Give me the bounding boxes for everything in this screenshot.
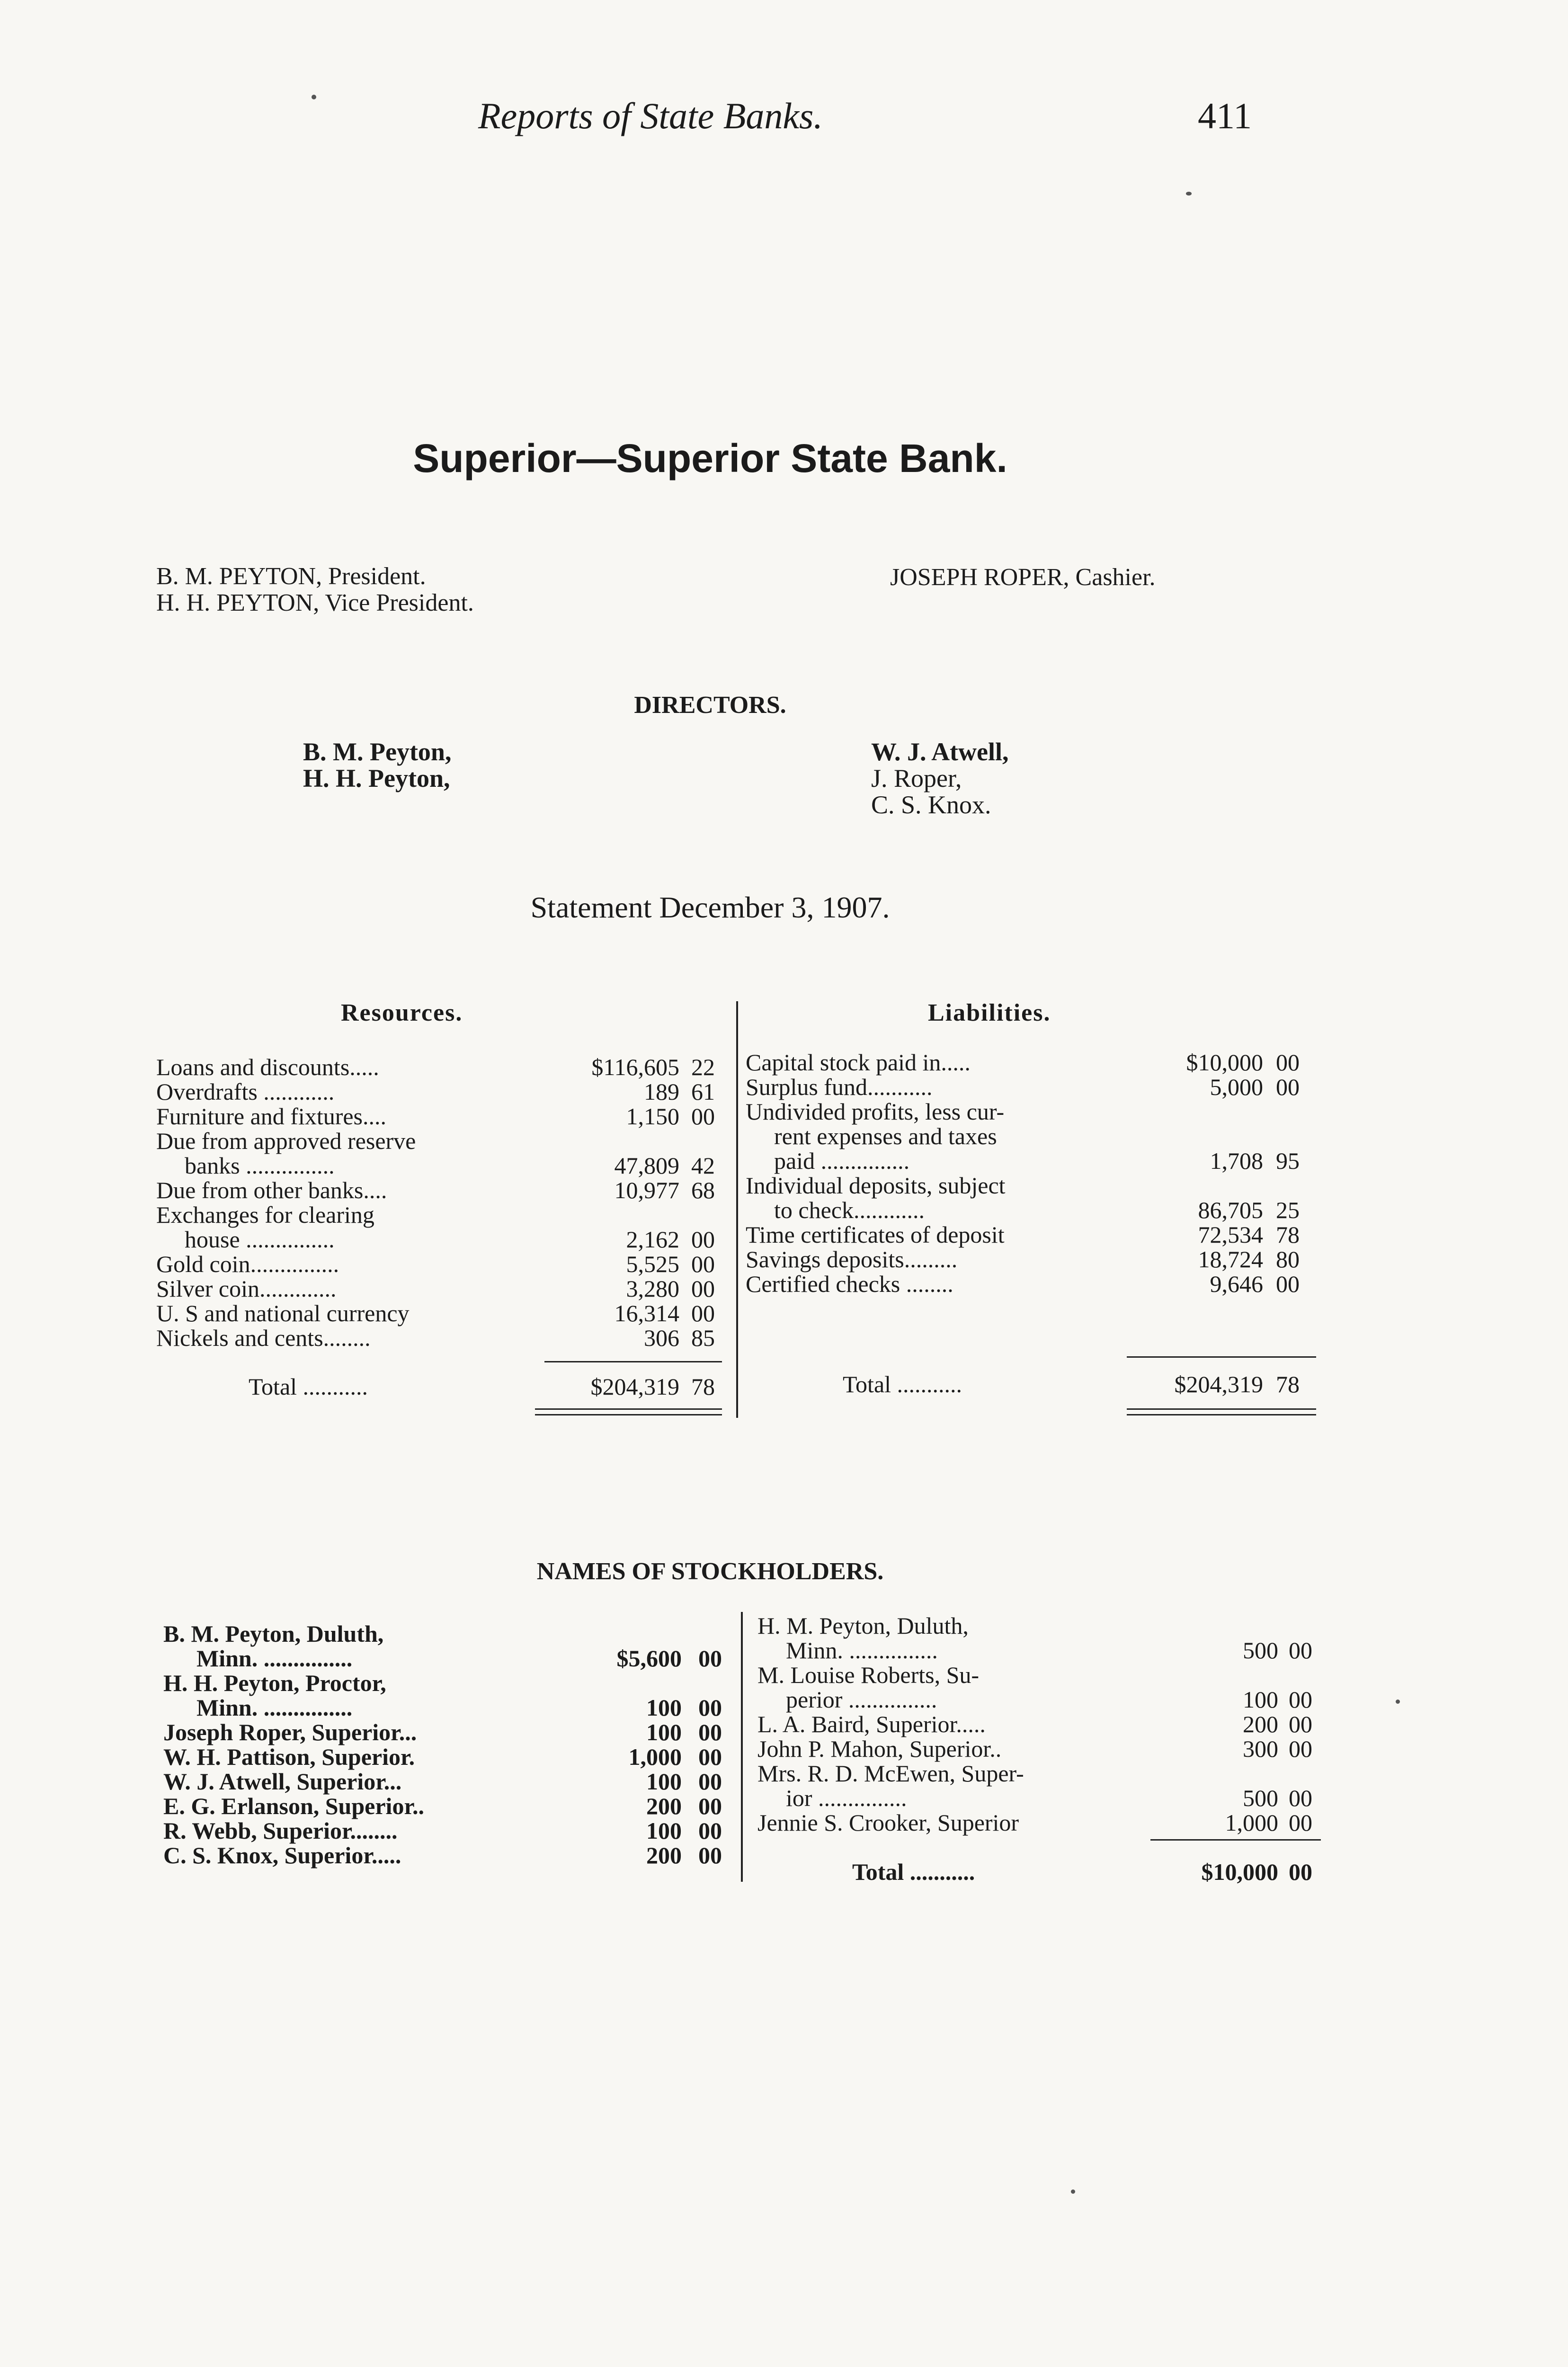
resource-label: Gold coin............... xyxy=(156,1251,339,1277)
stockholder-amount: 300 xyxy=(1243,1735,1278,1762)
resource-amount: 47,809 xyxy=(614,1152,679,1179)
resources-total-label: Total ........... xyxy=(249,1373,368,1400)
resource-cents: 00 xyxy=(691,1300,715,1326)
resource-cents: 85 xyxy=(691,1325,715,1351)
liability-label: Individual deposits, subject xyxy=(746,1172,1006,1199)
liabilities-total-label: Total ........... xyxy=(843,1371,962,1397)
liability-label: Savings deposits......... xyxy=(746,1246,958,1272)
bank-title: Superior—Superior State Bank. xyxy=(413,436,1007,481)
liability-cents: 00 xyxy=(1276,1271,1300,1297)
officers-left xyxy=(156,563,474,616)
director-name: B. M. Peyton, xyxy=(303,738,452,766)
director-name: W. J. Atwell, xyxy=(871,738,1009,766)
officer-president: B. M. PEYTON, President. xyxy=(156,563,426,590)
scan-speck xyxy=(1186,192,1192,196)
liability-cents: 25 xyxy=(1276,1197,1300,1223)
stockholder-amount: 200 xyxy=(646,1842,682,1869)
resource-label: Loans and discounts..... xyxy=(156,1054,379,1080)
stockholder-label: W. J. Atwell, Superior... xyxy=(163,1768,402,1795)
stockholder-cents: 00 xyxy=(698,1744,722,1770)
directors-right xyxy=(871,739,1009,818)
resource-label: Exchanges for clearing xyxy=(156,1201,374,1228)
stockholder-amount: 200 xyxy=(1243,1711,1278,1737)
resource-amount: 2,162 xyxy=(626,1226,679,1253)
liability-amount: $10,000 xyxy=(1186,1049,1263,1076)
liabilities-total-amount: $204,319 xyxy=(1174,1371,1263,1397)
directors-left xyxy=(303,739,451,792)
stockholder-label: W. H. Pattison, Superior. xyxy=(163,1744,415,1770)
officer-vice-president: H. H. PEYTON, Vice President. xyxy=(156,589,474,616)
stockholder-label: L. A. Baird, Superior..... xyxy=(757,1711,986,1737)
stockholder-cents: 00 xyxy=(1289,1711,1312,1737)
resource-label: Due from approved reserve xyxy=(156,1128,416,1154)
directors-heading: DIRECTORS. xyxy=(634,692,786,719)
liability-label: Undivided profits, less cur- xyxy=(746,1098,1005,1125)
stockholder-label: Mrs. R. D. McEwen, Super- xyxy=(757,1760,1024,1787)
stockholder-label: John P. Mahon, Superior.. xyxy=(757,1735,1002,1762)
liability-label: rent expenses and taxes xyxy=(774,1123,997,1149)
liability-amount: 72,534 xyxy=(1198,1221,1263,1248)
resource-label: banks ............... xyxy=(185,1152,335,1179)
liabilities-total-rule xyxy=(1127,1356,1316,1358)
stockholders-heading: NAMES OF STOCKHOLDERS. xyxy=(536,1558,884,1585)
liability-label: Surplus fund........... xyxy=(746,1074,933,1100)
stockholder-cents: 00 xyxy=(1289,1785,1312,1811)
stockholders-total-amount: $10,000 xyxy=(1201,1859,1278,1885)
resource-cents: 00 xyxy=(691,1103,715,1130)
stockholder-label: B. M. Peyton, Duluth, xyxy=(163,1620,384,1647)
liability-cents: 95 xyxy=(1276,1148,1300,1174)
stockholder-cents: 00 xyxy=(698,1817,722,1844)
stockholder-amount: 1,000 xyxy=(1225,1809,1278,1836)
stockholder-amount: $5,600 xyxy=(616,1645,682,1672)
stockholder-amount: 500 xyxy=(1243,1785,1278,1811)
resources-total-rule xyxy=(544,1361,722,1362)
stockholder-amount: 100 xyxy=(646,1817,682,1844)
resource-cents: 00 xyxy=(691,1275,715,1302)
stockholder-amount: 100 xyxy=(646,1719,682,1745)
statement-date: Statement December 3, 1907. xyxy=(530,890,890,924)
scan-speck xyxy=(312,95,316,99)
scan-speck xyxy=(1071,2189,1075,2194)
liability-cents: 80 xyxy=(1276,1246,1300,1272)
scan-speck xyxy=(1396,1700,1400,1704)
stockholder-amount: 100 xyxy=(1243,1686,1278,1713)
page-number: 411 xyxy=(1198,95,1252,136)
resource-amount: 306 xyxy=(644,1325,679,1351)
stockholder-label: ior ............... xyxy=(786,1785,907,1811)
stockholder-label: perior ............... xyxy=(786,1686,937,1713)
liability-amount: 18,724 xyxy=(1198,1246,1263,1272)
liability-amount: 5,000 xyxy=(1210,1074,1263,1100)
stockholder-cents: 00 xyxy=(698,1793,722,1819)
liabilities-total-double-rule xyxy=(1127,1414,1316,1415)
resources-total-cents: 78 xyxy=(691,1373,715,1400)
liability-label: Time certificates of deposit xyxy=(746,1221,1005,1248)
stockholders-total-cents: 00 xyxy=(1289,1859,1312,1885)
liabilities-total-double-rule xyxy=(1127,1408,1316,1410)
liability-cents: 78 xyxy=(1276,1221,1300,1248)
stockholder-amount: 100 xyxy=(646,1768,682,1795)
resource-amount: 5,525 xyxy=(626,1251,679,1277)
stockholders-divider xyxy=(741,1612,743,1882)
resource-cents: 68 xyxy=(691,1177,715,1203)
resource-label: U. S and national currency xyxy=(156,1300,410,1326)
resource-cents: 00 xyxy=(691,1251,715,1277)
stockholder-cents: 00 xyxy=(1289,1686,1312,1713)
stockholder-label: R. Webb, Superior........ xyxy=(163,1817,398,1844)
stockholder-label: Minn. ............... xyxy=(196,1645,353,1672)
stockholder-cents: 00 xyxy=(698,1842,722,1869)
liability-amount: 1,708 xyxy=(1210,1148,1263,1174)
liability-label: to check............ xyxy=(774,1197,925,1223)
liability-label: Certified checks ........ xyxy=(746,1271,953,1297)
resource-label: Nickels and cents........ xyxy=(156,1325,371,1351)
resource-amount: 189 xyxy=(644,1078,679,1105)
stockholder-cents: 00 xyxy=(698,1768,722,1795)
stockholder-amount: 500 xyxy=(1243,1637,1278,1664)
stockholder-label: Minn. ............... xyxy=(786,1637,938,1664)
running-title: Reports of State Banks. xyxy=(478,95,823,136)
stockholder-cents: 00 xyxy=(698,1694,722,1721)
stockholder-cents: 00 xyxy=(1289,1809,1312,1836)
stockholder-cents: 00 xyxy=(698,1719,722,1745)
stockholder-label: H. H. Peyton, Proctor, xyxy=(163,1670,386,1696)
stockholders-total-rule xyxy=(1150,1839,1321,1841)
liability-cents: 00 xyxy=(1276,1074,1300,1100)
liabilities-heading: Liabilities. xyxy=(928,999,1051,1026)
resource-label: house ............... xyxy=(185,1226,335,1253)
liability-label: paid ............... xyxy=(774,1148,910,1174)
resource-label: Due from other banks.... xyxy=(156,1177,387,1203)
resources-total-double-rule xyxy=(535,1414,722,1415)
stockholder-label: M. Louise Roberts, Su- xyxy=(757,1662,980,1688)
liability-amount: 86,705 xyxy=(1198,1197,1263,1223)
liability-cents: 00 xyxy=(1276,1049,1300,1076)
resource-amount: $116,605 xyxy=(591,1054,679,1080)
stockholder-label: E. G. Erlanson, Superior.. xyxy=(163,1793,425,1819)
stockholder-amount: 200 xyxy=(646,1793,682,1819)
liability-amount: 9,646 xyxy=(1210,1271,1263,1297)
stockholder-label: Joseph Roper, Superior... xyxy=(163,1719,417,1745)
liability-label: Capital stock paid in..... xyxy=(746,1049,971,1076)
stockholder-cents: 00 xyxy=(1289,1735,1312,1762)
stockholder-cents: 00 xyxy=(1289,1637,1312,1664)
resource-cents: 00 xyxy=(691,1226,715,1253)
resource-label: Furniture and fixtures.... xyxy=(156,1103,387,1130)
stockholder-cents: 00 xyxy=(698,1645,722,1672)
stockholder-label: C. S. Knox, Superior..... xyxy=(163,1842,401,1869)
director-name: H. H. Peyton, xyxy=(303,764,450,792)
stockholder-label: H. M. Peyton, Duluth, xyxy=(757,1612,969,1639)
resource-cents: 61 xyxy=(691,1078,715,1105)
resource-amount: 16,314 xyxy=(614,1300,679,1326)
stockholder-label: Minn. ............... xyxy=(196,1694,353,1721)
statement-divider xyxy=(736,1001,738,1418)
stockholder-amount: 100 xyxy=(646,1694,682,1721)
resource-label: Silver coin............. xyxy=(156,1275,337,1302)
resource-cents: 42 xyxy=(691,1152,715,1179)
liabilities-total-cents: 78 xyxy=(1276,1371,1300,1397)
resource-label: Overdrafts ............ xyxy=(156,1078,335,1105)
resources-total-amount: $204,319 xyxy=(590,1373,679,1400)
director-name: J. Roper, xyxy=(871,764,962,792)
stockholder-amount: 1,000 xyxy=(628,1744,682,1770)
resource-amount: 1,150 xyxy=(626,1103,679,1130)
resources-total-double-rule xyxy=(535,1408,722,1410)
director-name: C. S. Knox. xyxy=(871,791,991,819)
officer-cashier: JOSEPH ROPER, Cashier. xyxy=(890,564,1156,591)
stockholders-total-label: Total ........... xyxy=(852,1859,975,1885)
resources-heading: Resources. xyxy=(341,999,463,1026)
resource-amount: 3,280 xyxy=(626,1275,679,1302)
resource-amount: 10,977 xyxy=(614,1177,679,1203)
stockholder-label: Jennie S. Crooker, Superior xyxy=(757,1809,1019,1836)
resource-cents: 22 xyxy=(691,1054,715,1080)
